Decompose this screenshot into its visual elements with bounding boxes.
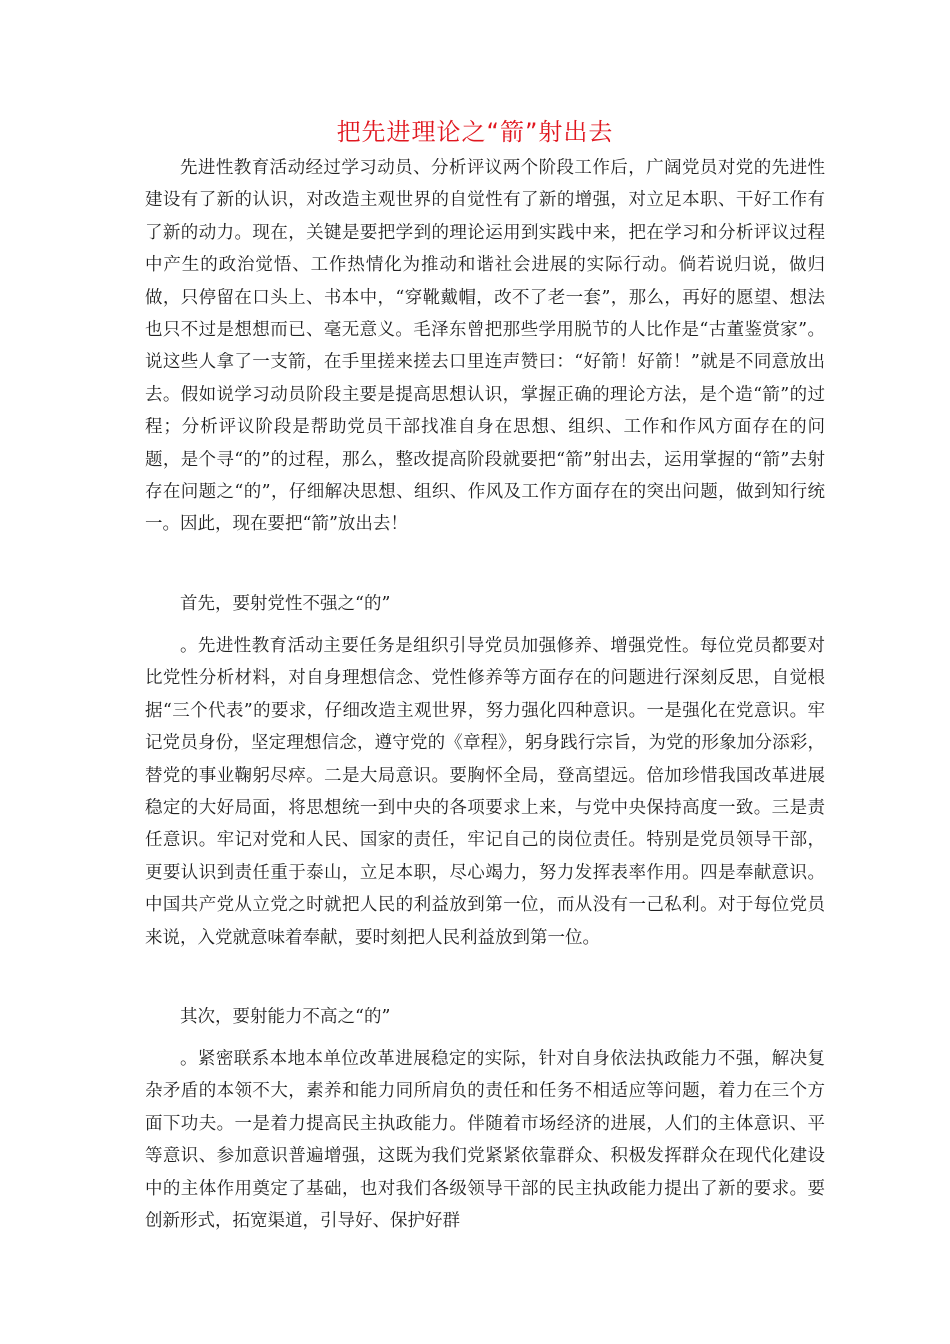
paragraph-first: 。先进性教育活动主要任务是组织引导党员加强修养、增强党性。每位党员都要对比党性分析材料，对自身理想信念、党性修养等方面存在的问题进行深刻反思，自觉根据“三个代表”的要求，仔细改造主观世界，努力强化四种意识。一是强化在党意识。牢记党员身份，坚定理想信念，遵守党的《章程》，躬身践行宗旨，为党的形象加分添彩，替党的事业鞠躬尽瘁。二是大局意识。要胸怀全局，登高望远。倍加珍惜我国改革进展稳定的大好局面，将思想统一到中央的各项要求上来，与党中央保持高度一致。三是责任意识。牢记对党和人民、国家的责任，牢记自己的岗位责任。特别是党员领导干部，更要认识到责任重于泰山，立足本职，尽心竭力，努力发挥表率作用。四是奉献意识。中国共产党从立党之时就把人民的利益放到第一位，而从没有一己私利。对于每位党员来说，入党就意味着奉献，要时刻把人民利益放到第一位。 xyxy=(145,636,825,948)
paragraph-second: 。紧密联系本地本单位改革进展稳定的实际，针对自身依法执政能力不强，解决复杂矛盾的本领不大，素养和能力同所肩负的责任和任务不相适应等问题，着力在三个方面下功夫。一是着力提高民主执政能力。伴随着市场经济的进展，人们的主体意识、平等意识、参加意识普遍增强，这既为我们党紧紧依靠群众、积极发挥群众在现代化建设中的主体作用奠定了基础，也对我们各级领导干部的民主执政能力提出了新的要求。要创新形式，拓宽渠道，引导好、保护好群 xyxy=(145,1049,825,1232)
section-heading-second: 其次，要射能力不高之“的” xyxy=(180,1007,391,1027)
document-title: 把先进理论之“箭”射出去 xyxy=(336,118,614,146)
paragraph-intro: 先进性教育活动经过学习动员、分析评议两个阶段工作后，广阔党员对党的先进性建设有了新的认识，对改造主观世界的自觉性有了新的增强，对立足本职、干好工作有了新的动力。现在，关键是要把学到的理论运用到实践中来，把在学习和分析评议过程中产生的政治觉悟、工作热情化为推动和谐社会进展的实际行动。倘若说归说，做归做，只停留在口头上、书本中，“穿靴戴帽，改不了老一套”，那么，再好的愿望、想法也只不过是想想而已、毫无意义。毛泽东曾把那些学用脱节的人比作是“古董鉴赏家”。说这些人拿了一支箭，在手里搓来搓去口里连声赞曰：“好箭！好箭！”就是不同意放出去。假如说学习动员阶段主要是提高思想认识，掌握正确的理论方法，是个造“箭”的过程；分析评议阶段是帮助党员干部找准自身在思想、组织、工作和作风方面存在的问题，是个寻“的”的过程，那么，整改提高阶段就要把“箭”射出去，运用掌握的“箭”去射存在问题之“的”，仔细解决思想、组织、作风及工作方面存在的突出问题，做到知行统一。因此，现在要把“箭”放出去！ xyxy=(145,158,825,535)
section-heading-first: 首先，要射党性不强之“的” xyxy=(180,594,391,614)
